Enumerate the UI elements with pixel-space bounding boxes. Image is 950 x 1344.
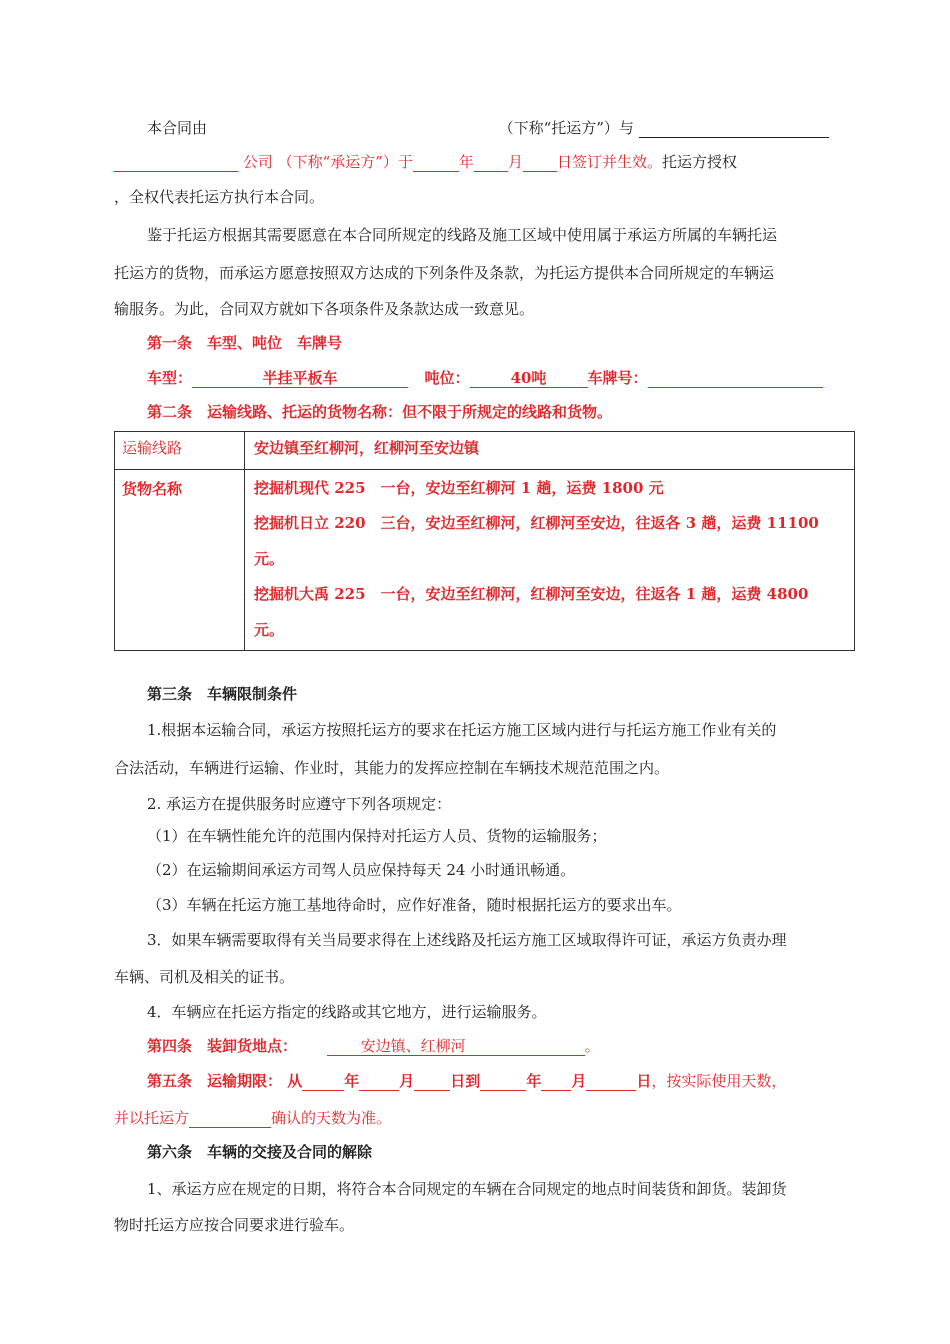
article3-item1-line2: 合法活动，车辆进行运输、作业时，其能力的发挥应控制在车辆技术规范范围之内。 (114, 759, 670, 777)
article1-vehicle-line (147, 368, 823, 388)
from-month-label: 月 (399, 1072, 415, 1090)
from-month-blank (359, 1073, 399, 1091)
article5-title: 第五条 运输期限： (147, 1072, 283, 1090)
route-value: 安边镇至红柳河，红柳河至安边镇 (245, 432, 855, 470)
company-label: 公司 (242, 153, 273, 171)
article5-line-1 (147, 1071, 786, 1091)
article1-title: 第一条 车型、吨位 车牌号 (147, 334, 343, 352)
sign-year-blank (413, 154, 459, 172)
article4-location-text: 安边镇、红柳河 (360, 1037, 466, 1055)
article4-line (147, 1036, 600, 1056)
authorize-label: 托运方授权 (661, 153, 737, 171)
article4-title: 第四条 装卸货地点： (147, 1037, 298, 1055)
cargo-table (114, 431, 855, 651)
plate-blank (648, 370, 823, 388)
article3-item4: 4．车辆应在托运方指定的线路或其它地方，进行运输服务。 (147, 1003, 547, 1021)
article5-line2-start: 并以托运方 (114, 1109, 190, 1127)
article5-line2-end: 确认的天数为准。 (271, 1109, 392, 1127)
article4-location (327, 1038, 585, 1056)
preamble-line-1: 鉴于托运方根据其需要愿意在本合同所规定的线路及施工区域中使用属于承运方所属的车辆托运 (147, 226, 778, 244)
table-row-cargo (115, 470, 855, 651)
from-year-blank (302, 1073, 344, 1091)
cargo-line-5: 元。 (254, 621, 285, 639)
article3-item3-line2: 车辆、司机及相关的证书。 (114, 968, 295, 986)
tonnage-value: 40吨 (470, 370, 588, 388)
cargo-line-3: 元。 (254, 550, 285, 568)
article3-item2-3: （3）车辆在托运方施工基地待命时，应作好准备，随时根据托运方的要求出车。 (147, 896, 682, 914)
to-month-label: 月 (571, 1072, 587, 1090)
effective-label: 日签订并生效。 (556, 153, 662, 171)
to-day-label: 日 (636, 1072, 652, 1090)
cargo-label: 货物名称 (115, 470, 245, 651)
article3-item2-2: （2）在运输期间承运方司驾人员应保持每天 24 小时通讯畅通。 (147, 861, 576, 879)
sign-month-blank (474, 154, 508, 172)
sign-day-blank (523, 154, 557, 172)
preamble-line-3: 输服务。为此，合同双方就如下各项条件及条款达成一致意见。 (114, 300, 535, 318)
day-to-label: 日到 (450, 1072, 481, 1090)
article6-item1-line2: 物时托运方应按合同要求进行验车。 (114, 1216, 355, 1234)
company-blank (114, 154, 238, 172)
article6-item1-line1: 1、承运方应在规定的日期，将符合本合同规定的车辆在合同规定的地点时间装货和卸货。装卸货 (147, 1180, 787, 1198)
route-label: 运输线路 (115, 432, 245, 470)
preamble-line-2: 托运方的货物，而承运方愿意按照双方达成的下列条件及条款，为托运方提供本合同所规定的车辆运 (114, 264, 775, 282)
article4-end: 。 (584, 1037, 600, 1055)
article6-title: 第六条 车辆的交接及合同的解除 (147, 1143, 373, 1161)
shipper-note: （下称“托运方”）与 (498, 119, 634, 137)
to-day-blank (586, 1073, 636, 1091)
from-year-label: 年 (344, 1072, 360, 1090)
article3-item2-1: （1）在车辆性能允许的范围内保持对托运方人员、货物的运输服务； (147, 827, 607, 845)
article5-note: ，按实际使用天数， (651, 1072, 787, 1090)
vehicle-type-label: 车型： (147, 369, 193, 387)
from-day-blank (414, 1073, 450, 1091)
carrier-name-blank (639, 120, 829, 138)
intro-line-3: ，全权代表托运方执行本合同。 (114, 188, 325, 206)
tonnage-label: 吨位： (424, 369, 470, 387)
confirm-blank (189, 1110, 271, 1128)
to-year-label: 年 (526, 1072, 542, 1090)
carrier-note: （下称“承运方”）于 (277, 153, 413, 171)
sign-year-label: 年 (458, 153, 474, 171)
article3-title: 第三条 车辆限制条件 (147, 685, 298, 703)
vehicle-type-value: 半挂平板车 (192, 370, 408, 388)
intro-start: 本合同由 (147, 119, 208, 137)
article3-item2: 2. 承运方在提供服务时应遵守下列各项规定： (147, 795, 452, 813)
article3-item1-line1: 1.根据本运输合同，承运方按照托运方的要求在托运方施工区域内进行与托运方施工作业有关的 (147, 721, 777, 739)
article5-from: 从 (287, 1072, 303, 1090)
intro-line-2 (114, 152, 737, 172)
to-year-blank (480, 1073, 526, 1091)
article5-line-2 (114, 1108, 391, 1128)
cargo-line-4: 挖掘机大禹 225 一台，安边至红柳河，红柳河至安边，往返各 1 趟，运费 4800 (254, 585, 809, 603)
cargo-list (245, 470, 855, 651)
intro-line-1 (147, 118, 829, 138)
article3-item3-line1: 3．如果车辆需要取得有关当局要求得在上述线路及托运方施工区域取得许可证，承运方负责办理 (147, 931, 787, 949)
article2-title: 第二条 运输线路、托运的货物名称：但不限于所规定的线路和货物。 (147, 403, 613, 421)
sign-month-label: 月 (507, 153, 523, 171)
plate-label: 车牌号： (587, 369, 648, 387)
to-month-blank (541, 1073, 571, 1091)
cargo-line-2: 挖掘机日立 220 三台，安边至红柳河，红柳河至安边，往返各 3 趟，运费 11100 (254, 514, 819, 532)
cargo-line-1: 挖掘机现代 225 一台，安边至红柳河 1 趟，运费 1800 元 (254, 479, 664, 497)
table-row-route (115, 432, 855, 470)
